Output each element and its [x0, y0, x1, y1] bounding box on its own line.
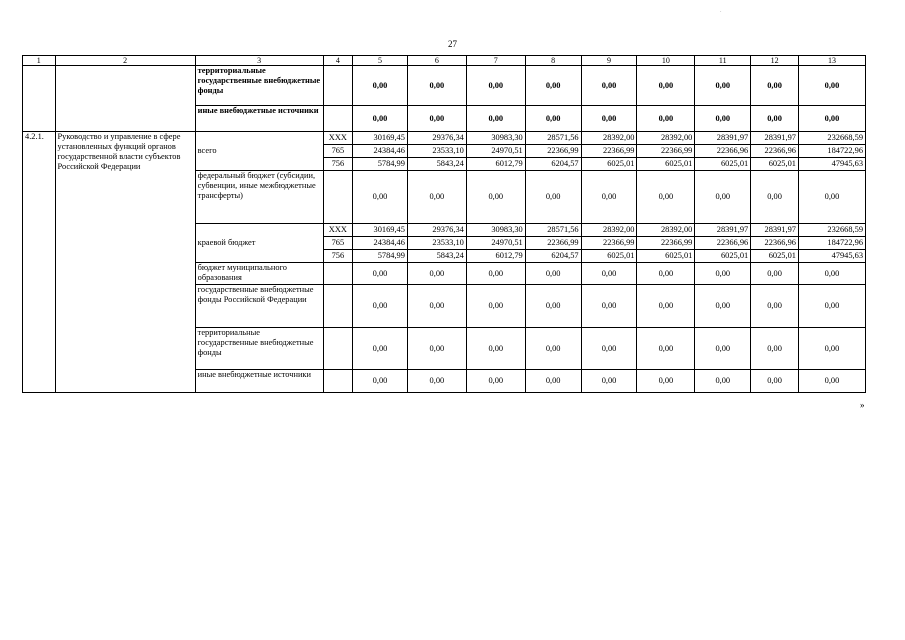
- value-cell: 28571,56: [525, 132, 581, 145]
- code-cell: ХХХ: [323, 132, 352, 145]
- value-cell: 184722,96: [798, 237, 865, 250]
- code-cell: [323, 285, 352, 328]
- header-cell: 10: [637, 56, 695, 66]
- source-label: всего: [195, 132, 323, 171]
- value-cell: 0,00: [525, 106, 581, 132]
- value-cell: 5784,99: [353, 250, 408, 263]
- code-cell: [323, 370, 352, 393]
- value-cell: 47945,63: [798, 158, 865, 171]
- source-label: иные внебюджетные источники: [195, 106, 323, 132]
- value-cell: 5843,24: [407, 250, 466, 263]
- source-label: территориальные государственные внебюджетные фонды: [195, 66, 323, 106]
- value-cell: 6012,79: [466, 158, 525, 171]
- value-cell: 0,00: [751, 285, 799, 328]
- value-cell: 0,00: [751, 171, 799, 224]
- empty-cell: [55, 66, 195, 132]
- value-cell: 0,00: [353, 66, 408, 106]
- value-cell: 0,00: [407, 263, 466, 285]
- value-cell: 29376,34: [407, 132, 466, 145]
- value-cell: 0,00: [353, 370, 408, 393]
- value-cell: 22366,96: [695, 237, 751, 250]
- value-cell: 0,00: [695, 370, 751, 393]
- header-cell: 13: [798, 56, 865, 66]
- value-cell: 0,00: [581, 171, 637, 224]
- value-cell: 6025,01: [695, 158, 751, 171]
- value-cell: 0,00: [353, 328, 408, 370]
- value-cell: 0,00: [798, 171, 865, 224]
- value-cell: 0,00: [798, 370, 865, 393]
- value-cell: 0,00: [407, 370, 466, 393]
- value-cell: 6025,01: [751, 158, 799, 171]
- value-cell: 28391,97: [695, 132, 751, 145]
- value-cell: 0,00: [637, 106, 695, 132]
- value-cell: 0,00: [637, 285, 695, 328]
- value-cell: 0,00: [751, 106, 799, 132]
- value-cell: 6025,01: [581, 158, 637, 171]
- value-cell: 22366,99: [581, 237, 637, 250]
- value-cell: 0,00: [466, 285, 525, 328]
- value-cell: 0,00: [466, 171, 525, 224]
- value-cell: 0,00: [407, 285, 466, 328]
- value-cell: 0,00: [798, 106, 865, 132]
- value-cell: 0,00: [407, 66, 466, 106]
- header-cell: 7: [466, 56, 525, 66]
- code-cell: [323, 171, 352, 224]
- value-cell: 0,00: [525, 328, 581, 370]
- header-row: [23, 56, 866, 66]
- header-cell: 4: [323, 56, 352, 66]
- value-cell: 0,00: [407, 171, 466, 224]
- code-cell: [323, 328, 352, 370]
- value-cell: 22366,99: [637, 237, 695, 250]
- value-cell: 22366,96: [695, 145, 751, 158]
- value-cell: 22366,99: [525, 145, 581, 158]
- value-cell: 0,00: [466, 66, 525, 106]
- value-cell: 28391,97: [695, 224, 751, 237]
- value-cell: 6204,57: [525, 250, 581, 263]
- value-cell: 232668,59: [798, 224, 865, 237]
- value-cell: 0,00: [353, 285, 408, 328]
- value-cell: 0,00: [466, 328, 525, 370]
- value-cell: 0,00: [798, 328, 865, 370]
- header-cell: 11: [695, 56, 751, 66]
- value-cell: 0,00: [751, 328, 799, 370]
- value-cell: 6025,01: [637, 158, 695, 171]
- code-cell: [323, 66, 352, 106]
- header-cell: 8: [525, 56, 581, 66]
- value-cell: 24384,46: [353, 145, 408, 158]
- value-cell: 6025,01: [751, 250, 799, 263]
- value-cell: 0,00: [798, 263, 865, 285]
- value-cell: 28571,56: [525, 224, 581, 237]
- value-cell: 0,00: [637, 66, 695, 106]
- value-cell: 30169,45: [353, 132, 408, 145]
- scan-speck: .: [720, 8, 722, 14]
- value-cell: 29376,34: [407, 224, 466, 237]
- value-cell: 28391,97: [751, 224, 799, 237]
- value-cell: 22366,99: [581, 145, 637, 158]
- value-cell: 184722,96: [798, 145, 865, 158]
- source-label: иные внебюджетные источники: [195, 370, 323, 393]
- budget-table: [22, 55, 866, 393]
- value-cell: 23533,10: [407, 145, 466, 158]
- value-cell: 0,00: [525, 66, 581, 106]
- value-cell: 28391,97: [751, 132, 799, 145]
- value-cell: 6025,01: [695, 250, 751, 263]
- value-cell: 0,00: [798, 285, 865, 328]
- value-cell: 0,00: [581, 370, 637, 393]
- end-quote-mark: »: [860, 400, 865, 410]
- value-cell: 0,00: [695, 285, 751, 328]
- value-cell: 0,00: [798, 66, 865, 106]
- value-cell: 5843,24: [407, 158, 466, 171]
- value-cell: 0,00: [637, 263, 695, 285]
- value-cell: 0,00: [525, 285, 581, 328]
- item-name: Руководство и управление в сфере установленных функций органов государственной власти субъектов Российской Федерации: [55, 132, 195, 393]
- code-cell: 765: [323, 145, 352, 158]
- header-cell: 1: [23, 56, 56, 66]
- value-cell: 0,00: [751, 370, 799, 393]
- code-cell: 765: [323, 237, 352, 250]
- value-cell: 0,00: [407, 106, 466, 132]
- value-cell: 24970,51: [466, 145, 525, 158]
- value-cell: 0,00: [637, 370, 695, 393]
- value-cell: 30983,30: [466, 224, 525, 237]
- header-cell: 12: [751, 56, 799, 66]
- value-cell: 0,00: [581, 328, 637, 370]
- value-cell: 6204,57: [525, 158, 581, 171]
- value-cell: 0,00: [407, 328, 466, 370]
- value-cell: 0,00: [525, 263, 581, 285]
- empty-cell: [23, 66, 56, 132]
- source-label: территориальные государственные внебюджетные фонды: [195, 328, 323, 370]
- value-cell: 30983,30: [466, 132, 525, 145]
- value-cell: 0,00: [751, 66, 799, 106]
- value-cell: 30169,45: [353, 224, 408, 237]
- value-cell: 6012,79: [466, 250, 525, 263]
- source-label: бюджет муниципального образования: [195, 263, 323, 285]
- code-cell: [323, 106, 352, 132]
- value-cell: 24384,46: [353, 237, 408, 250]
- value-cell: 0,00: [466, 370, 525, 393]
- source-label: краевой бюджет: [195, 224, 323, 263]
- value-cell: 0,00: [637, 328, 695, 370]
- value-cell: 0,00: [353, 171, 408, 224]
- source-label: федеральный бюджет (субсидии, субвенции, иные межбюджетные трансферты): [195, 171, 323, 224]
- value-cell: 22366,96: [751, 145, 799, 158]
- value-cell: 0,00: [695, 66, 751, 106]
- value-cell: 0,00: [353, 106, 408, 132]
- value-cell: 28392,00: [637, 132, 695, 145]
- code-cell: ХХХ: [323, 224, 352, 237]
- value-cell: 22366,99: [637, 145, 695, 158]
- value-cell: 5784,99: [353, 158, 408, 171]
- value-cell: 47945,63: [798, 250, 865, 263]
- header-cell: 3: [195, 56, 323, 66]
- value-cell: 0,00: [466, 106, 525, 132]
- source-label: государственные внебюджетные фонды Российской Федерации: [195, 285, 323, 328]
- value-cell: 0,00: [581, 66, 637, 106]
- value-cell: 0,00: [581, 285, 637, 328]
- header-cell: 9: [581, 56, 637, 66]
- value-cell: 0,00: [695, 263, 751, 285]
- value-cell: 22366,96: [751, 237, 799, 250]
- value-cell: 0,00: [751, 263, 799, 285]
- value-cell: 28392,00: [581, 224, 637, 237]
- value-cell: 22366,99: [525, 237, 581, 250]
- value-cell: 0,00: [637, 171, 695, 224]
- value-cell: 0,00: [581, 106, 637, 132]
- value-cell: 0,00: [695, 328, 751, 370]
- table-row: [23, 132, 866, 145]
- value-cell: 6025,01: [581, 250, 637, 263]
- value-cell: 0,00: [695, 171, 751, 224]
- value-cell: 0,00: [525, 370, 581, 393]
- value-cell: 24970,51: [466, 237, 525, 250]
- value-cell: 0,00: [525, 171, 581, 224]
- value-cell: 28392,00: [581, 132, 637, 145]
- value-cell: 0,00: [353, 263, 408, 285]
- value-cell: 23533,10: [407, 237, 466, 250]
- header-cell: 2: [55, 56, 195, 66]
- item-number: 4.2.1.: [23, 132, 56, 393]
- value-cell: 0,00: [466, 263, 525, 285]
- value-cell: 0,00: [695, 106, 751, 132]
- code-cell: 756: [323, 250, 352, 263]
- header-cell: 6: [407, 56, 466, 66]
- table-row: [23, 66, 866, 106]
- value-cell: 6025,01: [637, 250, 695, 263]
- value-cell: 28392,00: [637, 224, 695, 237]
- value-cell: 0,00: [581, 263, 637, 285]
- value-cell: 232668,59: [798, 132, 865, 145]
- code-cell: 756: [323, 158, 352, 171]
- header-cell: 5: [353, 56, 408, 66]
- code-cell: [323, 263, 352, 285]
- page-number: 27: [448, 39, 457, 49]
